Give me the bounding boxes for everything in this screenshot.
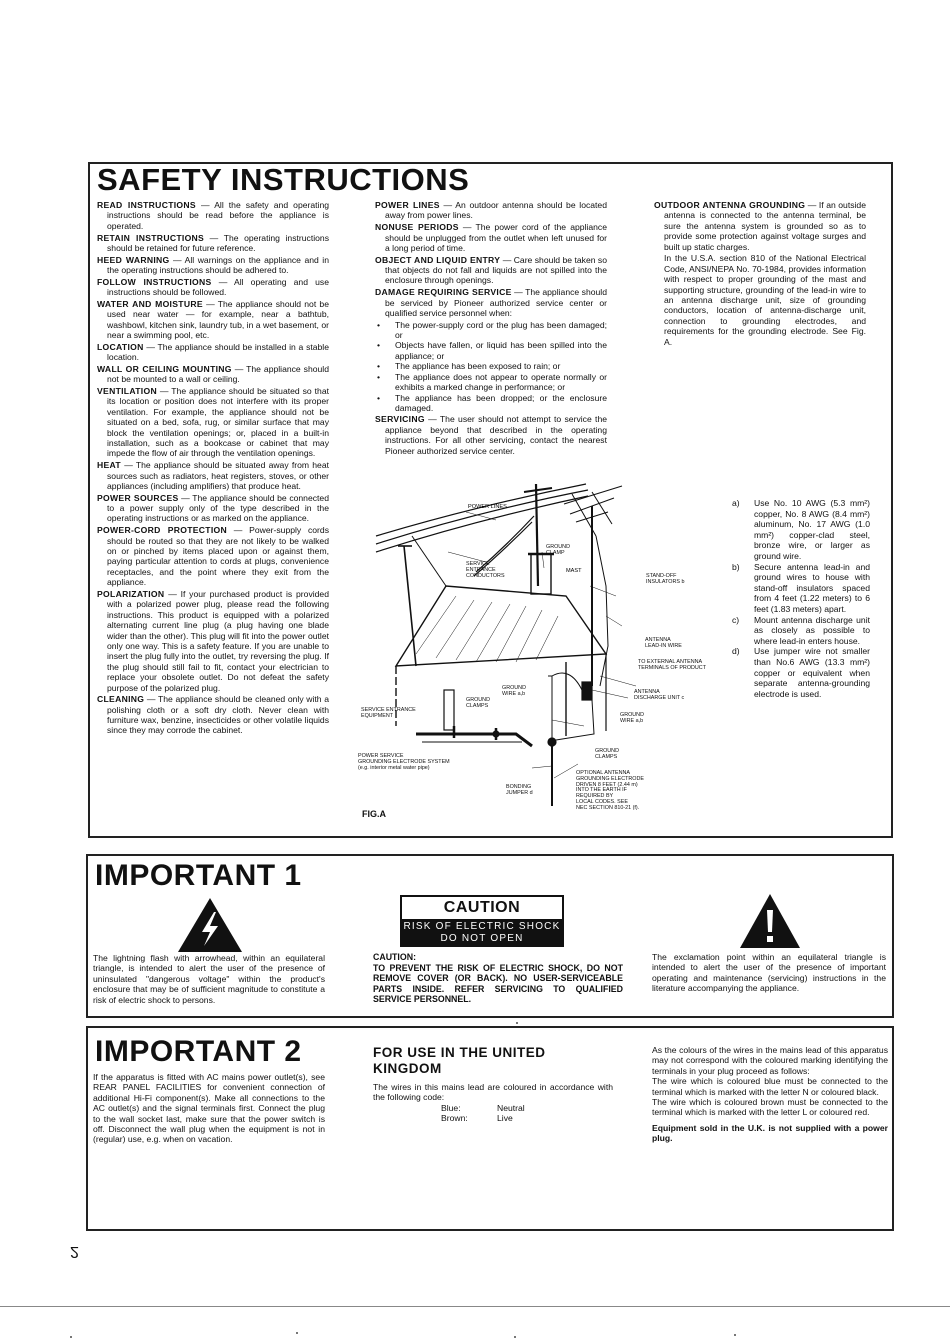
page-number: 2 — [70, 1243, 79, 1260]
damage-bullet: • The appliance has been dropped; or the enclosure damaged. — [375, 393, 607, 414]
uk-title: FOR USE IN THE UNITED KINGDOM — [373, 1045, 546, 1076]
no-plug-notice: Equipment sold in the U.K. is not supplied with a power plug. — [652, 1122, 888, 1144]
safety-entry-text: — The power cord of the appliance should be unplugged from the outlet when left unused for a long period of time. — [385, 222, 607, 253]
caution-label: CAUTION — [402, 897, 562, 919]
fig-power-lines-label: POWER LINES — [468, 504, 507, 510]
fig-antenna-lead-label: ANTENNA LEAD-IN WIRE — [645, 637, 682, 649]
safety-entry-text: — Care should be taken so that objects do not fall and liquids are not spilled into the enclosure through openings. — [385, 254, 608, 286]
safety-entry-heading: CLEANING — [97, 694, 145, 705]
important-2-description: If the apparatus is fitted with AC mains power outlet(s), see REAR PANEL FACILITIES for convenient connection of additional Hi-Fi component(s). Make all connections to the AC outlet(s) and the signal terminals first. Connect the plug to the wall socket last, make sure that the power switch is off. Disconnect the wall plug when the equipment is not in (regular) use, e.g. when on vacation. — [93, 1072, 325, 1145]
fig-service-entrance-label: SERVICE ENTRANCE CONDUCTORS — [466, 561, 505, 579]
safety-entry-text: — All operating and use instructions should be followed. — [107, 276, 329, 298]
important-1-title: IMPORTANT 1 — [95, 859, 302, 892]
wire-colour-table — [441, 1103, 525, 1124]
caution-label-box — [400, 895, 564, 947]
safety-instructions-box — [88, 162, 893, 838]
damage-bullet: • The appliance does not appear to operate normally or exhibits a marked change in performance; or — [375, 372, 607, 393]
fig-ground-wire-label: GROUND WIRE a,b — [502, 685, 526, 697]
caution-risk-text — [402, 919, 562, 947]
fig-ground-clamp-label: GROUND CLAMP — [546, 544, 570, 556]
safety-entry — [97, 460, 329, 491]
safety-entry-heading: DAMAGE REQUIRING SERVICE — [375, 287, 512, 298]
wiring-brown: The wire which is coloured brown must be connected to the terminal which is marked with the letter L or coloured red. — [652, 1097, 888, 1118]
safety-title: SAFETY INSTRUCTIONS — [97, 162, 470, 197]
safety-entry-text: — The operating instructions should be retained for future reference. — [107, 232, 329, 253]
safety-entry — [375, 200, 607, 221]
fig-to-terminals-label: TO EXTERNAL ANTENNA TERMINALS OF PRODUCT — [638, 659, 706, 671]
caution-line-1: RISK OF ELECTRIC SHOCK — [403, 921, 561, 932]
note-text: Secure antenna lead-in and ground wires to house with stand-off insulators spaced from 4 feet (1.22 meters) to 6 feet (1.83 meters) apart. — [754, 561, 870, 614]
exclamation-description: The exclamation point within an equilateral triangle is intended to alert the user of the presence of important operating and maintenance (servicing) instructions in the literature accompanying the appliance. — [652, 952, 886, 994]
caution-heading: CAUTION: — [373, 952, 417, 962]
wire-meaning: Neutral — [497, 1102, 525, 1113]
fig-discharge-label: ANTENNA DISCHARGE UNIT c — [634, 689, 685, 701]
safety-entry-text: — The appliance should be situated away from heat sources such as radiators, heat registers, stoves, or other appliances (including amplifiers) that produce heat. — [107, 460, 329, 491]
note-text: Mount antenna discharge unit as closely as possible to where lead-in enters house. — [754, 614, 870, 646]
caution-statement — [373, 952, 623, 1005]
safety-entry-heading: READ INSTRUCTIONS — [97, 200, 196, 210]
wire-colour: Brown: — [441, 1113, 468, 1124]
uk-section — [373, 1045, 613, 1124]
wiring-intro: As the colours of the wires in the mains lead of this apparatus may not correspond with the coloured marking identifying the terminals in your plug proceed as follows: — [652, 1045, 888, 1076]
safety-entry-heading: NONUSE PERIODS — [375, 222, 459, 233]
safety-entry-heading: LOCATION — [97, 341, 144, 352]
grounding-note — [732, 615, 870, 647]
scan-speck — [70, 1336, 72, 1338]
wire-row — [441, 1113, 525, 1123]
safety-entry — [97, 200, 329, 231]
safety-entry-text: — All the safety and operating instructions should be read before the appliance is operated. — [107, 200, 330, 231]
safety-entry — [375, 222, 607, 253]
figure-caption: FIG.A — [362, 809, 386, 819]
uk-wiring-instructions — [652, 1045, 888, 1144]
safety-entry-text: — All warnings on the appliance and in the operating instructions should be adhered to. — [107, 254, 329, 276]
servicing-entry: SERVICING — The user should not attempt to service the appliance beyond that described in the operating instructions. For all other servicing, contact the nearest Pioneer authorized service center. — [375, 414, 607, 456]
safety-entry — [97, 589, 329, 693]
scan-speck — [514, 1336, 516, 1338]
safety-entry — [97, 233, 329, 254]
safety-entry-text: — The appliance should be serviced by Pioneer authorized service center or qualified service personnel when: — [385, 287, 607, 318]
safety-entry-heading: RETAIN INSTRUCTIONS — [97, 232, 205, 243]
scan-speck — [734, 1334, 736, 1336]
grounding-notes-list — [732, 498, 870, 699]
fig-ground-clamps-2-label: GROUND CLAMPS — [595, 748, 619, 760]
damage-bullet: • Objects have fallen, or liquid has been spilled into the appliance; or — [375, 340, 607, 361]
safety-entry — [97, 342, 329, 363]
note-key: a) — [732, 498, 740, 508]
safety-entry-text: — The appliance should not be used near water — for example, near a bathtub, washbowl, kitchen sink, laundry tub, in a wet basement, or near a swimming pool, etc. — [107, 298, 329, 341]
wire-colour: Blue: — [441, 1102, 461, 1113]
caution-text: TO PREVENT THE RISK OF ELECTRIC SHOCK, DO NOT REMOVE COVER (OR BACK). NO USER-SERVICEABLE PARTS INSIDE. REFER SERVICING TO QUALIFIED SERVICE PERSONNEL. — [373, 962, 623, 1005]
safety-entry-text: — The appliance should not be mounted to a wall or ceiling. — [107, 363, 329, 385]
safety-entry-heading: POWER LINES — [375, 200, 440, 210]
note-text: Use jumper wire not smaller than No.6 AWG (13.3 mm²) copper or equivalent when separate antenna-grounding electrode is used. — [754, 646, 870, 699]
safety-entry-heading: POWER-CORD PROTECTION — [97, 525, 228, 536]
safety-entry — [375, 255, 607, 286]
safety-entry — [97, 277, 329, 298]
important-2-box — [86, 1026, 894, 1231]
safety-column-1 — [97, 200, 329, 737]
safety-entry-text: — The appliance should be installed in a stable location. — [107, 341, 329, 363]
safety-entry-heading: VENTILATION — [97, 385, 157, 396]
grounding-note — [732, 562, 870, 615]
important-2-title: IMPORTANT 2 — [95, 1035, 302, 1068]
safety-entry-heading: WALL OR CEILING MOUNTING — [97, 363, 232, 374]
grounding-entry: OUTDOOR ANTENNA GROUNDING — If an outside antenna is connected to the antenna terminal, be sure the antenna system is grounded so as to provide some protection against voltage surges and built up static charges. — [654, 200, 866, 252]
uk-description: The wires in this mains lead are coloured in accordance with the following code: — [373, 1082, 613, 1103]
safety-entry-heading: POLARIZATION — [97, 588, 165, 599]
fig-bonding-label: BONDING JUMPER d — [506, 784, 533, 796]
fig-mast-label: MAST — [566, 568, 582, 574]
fig-service-equipment-label: SERVICE ENTRANCE EQUIPMENT — [361, 707, 416, 719]
exclamation-warning-icon — [738, 892, 802, 950]
damage-bullet: • The power-supply cord or the plug has been damaged; or — [375, 320, 607, 341]
wire-meaning: Live — [497, 1113, 513, 1124]
fig-standoff-label: STAND-OFF INSULATORS b — [646, 573, 685, 585]
grounding-note — [732, 498, 870, 562]
safety-entry — [97, 386, 329, 459]
caution-line-2: DO NOT OPEN — [440, 933, 524, 944]
fig-ground-clamps-label: GROUND CLAMPS — [466, 697, 490, 709]
safety-entry — [375, 287, 607, 318]
safety-entry — [97, 493, 329, 524]
fig-power-service-label: POWER SERVICE GROUNDING ELECTRODE SYSTEM (e.g. interior metal water pipe) — [358, 753, 450, 771]
note-key: c) — [732, 614, 740, 625]
safety-entry-heading: HEAT — [97, 460, 121, 471]
safety-entry-heading: OBJECT AND LIQUID ENTRY — [375, 254, 501, 265]
note-text: Use No. 10 AWG (5.3 mm²) copper, No. 8 AWG (8.4 mm²) aluminum, No. 17 AWG (1.0 mm²) copper-clad steel, bronze wire, or larger as ground wire. — [754, 498, 870, 561]
bottom-rule — [0, 1306, 950, 1307]
safety-entry-heading: POWER SOURCES — [97, 492, 179, 503]
fig-optional-label: OPTIONAL ANTENNA GROUNDING ELECTRODE DRIVEN 8 FEET (2.44 m) INTO THE EARTH IF REQUIRED BY LOCAL CODES. SEE NEC SECTION 810-21 (f). — [576, 770, 644, 811]
safety-entry-heading: WATER AND MOISTURE — [97, 298, 203, 309]
safety-entry — [97, 255, 329, 276]
fig-ground-wire-2-label: GROUND WIRE a,b — [620, 712, 644, 724]
safety-entry-text: — The appliance should be cleaned only with a polishing cloth or a soft dry cloth. Never clean with furniture wax, benzine, insecticides or other volatile liquids since they may corrode the cabinet. — [107, 694, 329, 736]
grounding-note — [732, 646, 870, 699]
safety-entry — [97, 694, 329, 736]
damage-bullet: • The appliance has been exposed to rain; or — [375, 361, 607, 371]
damage-bullet-list — [375, 320, 607, 414]
scan-speck — [296, 1332, 298, 1334]
safety-entry — [97, 364, 329, 385]
safety-entry-text: — Power-supply cords should be routed so that they are not likely to be walked on or pinched by items placed upon or against them, paying particular attention to cords at plugs, convenience receptacles, and the point where they exit from the appliance. — [107, 525, 329, 588]
important-1-box — [86, 854, 894, 1018]
wire-row — [441, 1103, 525, 1113]
safety-entry-text: — The appliance should be connected to a power supply only of the type described in the operating instructions or as marked on the appliance. — [107, 492, 329, 524]
safety-entry — [97, 525, 329, 587]
lightning-description: The lightning flash with arrowhead, within an equilateral triangle, is intended to alert the user of the presence of uninsulated "dangerous voltage" within the product's enclosure that may be of sufficient magnitude to constitute a risk of electric shock to persons. — [93, 953, 325, 1005]
wiring-blue: The wire which is coloured blue must be connected to the terminal which is marked with the letter N or coloured black. — [652, 1076, 888, 1097]
safety-entry-text: — If your purchased product is provided with a polarized power plug, please read the following instructions. This product is equipped with a polarized alternating current line plug (a plug having one blade wider than the other). This plug will fit into the power outlet only one way. This is a safety feature. If you are unable to insert the plug fully into the outlet, try reversing the plug. If the plug should still fail to fit, contact your electrician to replace your obsolete outlet. Do not defeat the safety purpose of the polarized plug. — [107, 588, 329, 693]
note-key: d) — [732, 646, 740, 657]
grounding-entry-2: In the U.S.A. section 810 of the National Electrical Code, ANSI/NEPA No. 70-1984, provides information with respect to proper grounding of the mast and supporting structure, grounding of the lead-in wire to an antenna discharge unit, size of grounding conductors, location of antenna-discharge unit, connection to grounding electrodes, and requirements for the grounding electrode. See Fig. A. — [664, 253, 866, 347]
safety-entry — [97, 299, 329, 341]
safety-entry-heading: FOLLOW INSTRUCTIONS — [97, 276, 212, 287]
scan-speck — [516, 1022, 518, 1024]
lightning-warning-icon — [176, 896, 244, 954]
safety-column-3 — [654, 200, 866, 347]
safety-entry-text: — The appliance should be situated so that its location or position does not interfere with its proper ventilation. For example, the appliance should not be situated on a bed, sofa, rug, or similar surface that may block the ventilation openings; or, placed in a built-in installation, such as a bookcase or cabinet that may impede the flow of air through the ventilation openings. — [107, 385, 329, 459]
safety-column-2 — [375, 200, 607, 457]
safety-entry-text: — An outdoor antenna should be located away from power lines. — [385, 200, 607, 221]
safety-entry-heading: HEED WARNING — [97, 254, 170, 265]
note-key: b) — [732, 561, 740, 572]
